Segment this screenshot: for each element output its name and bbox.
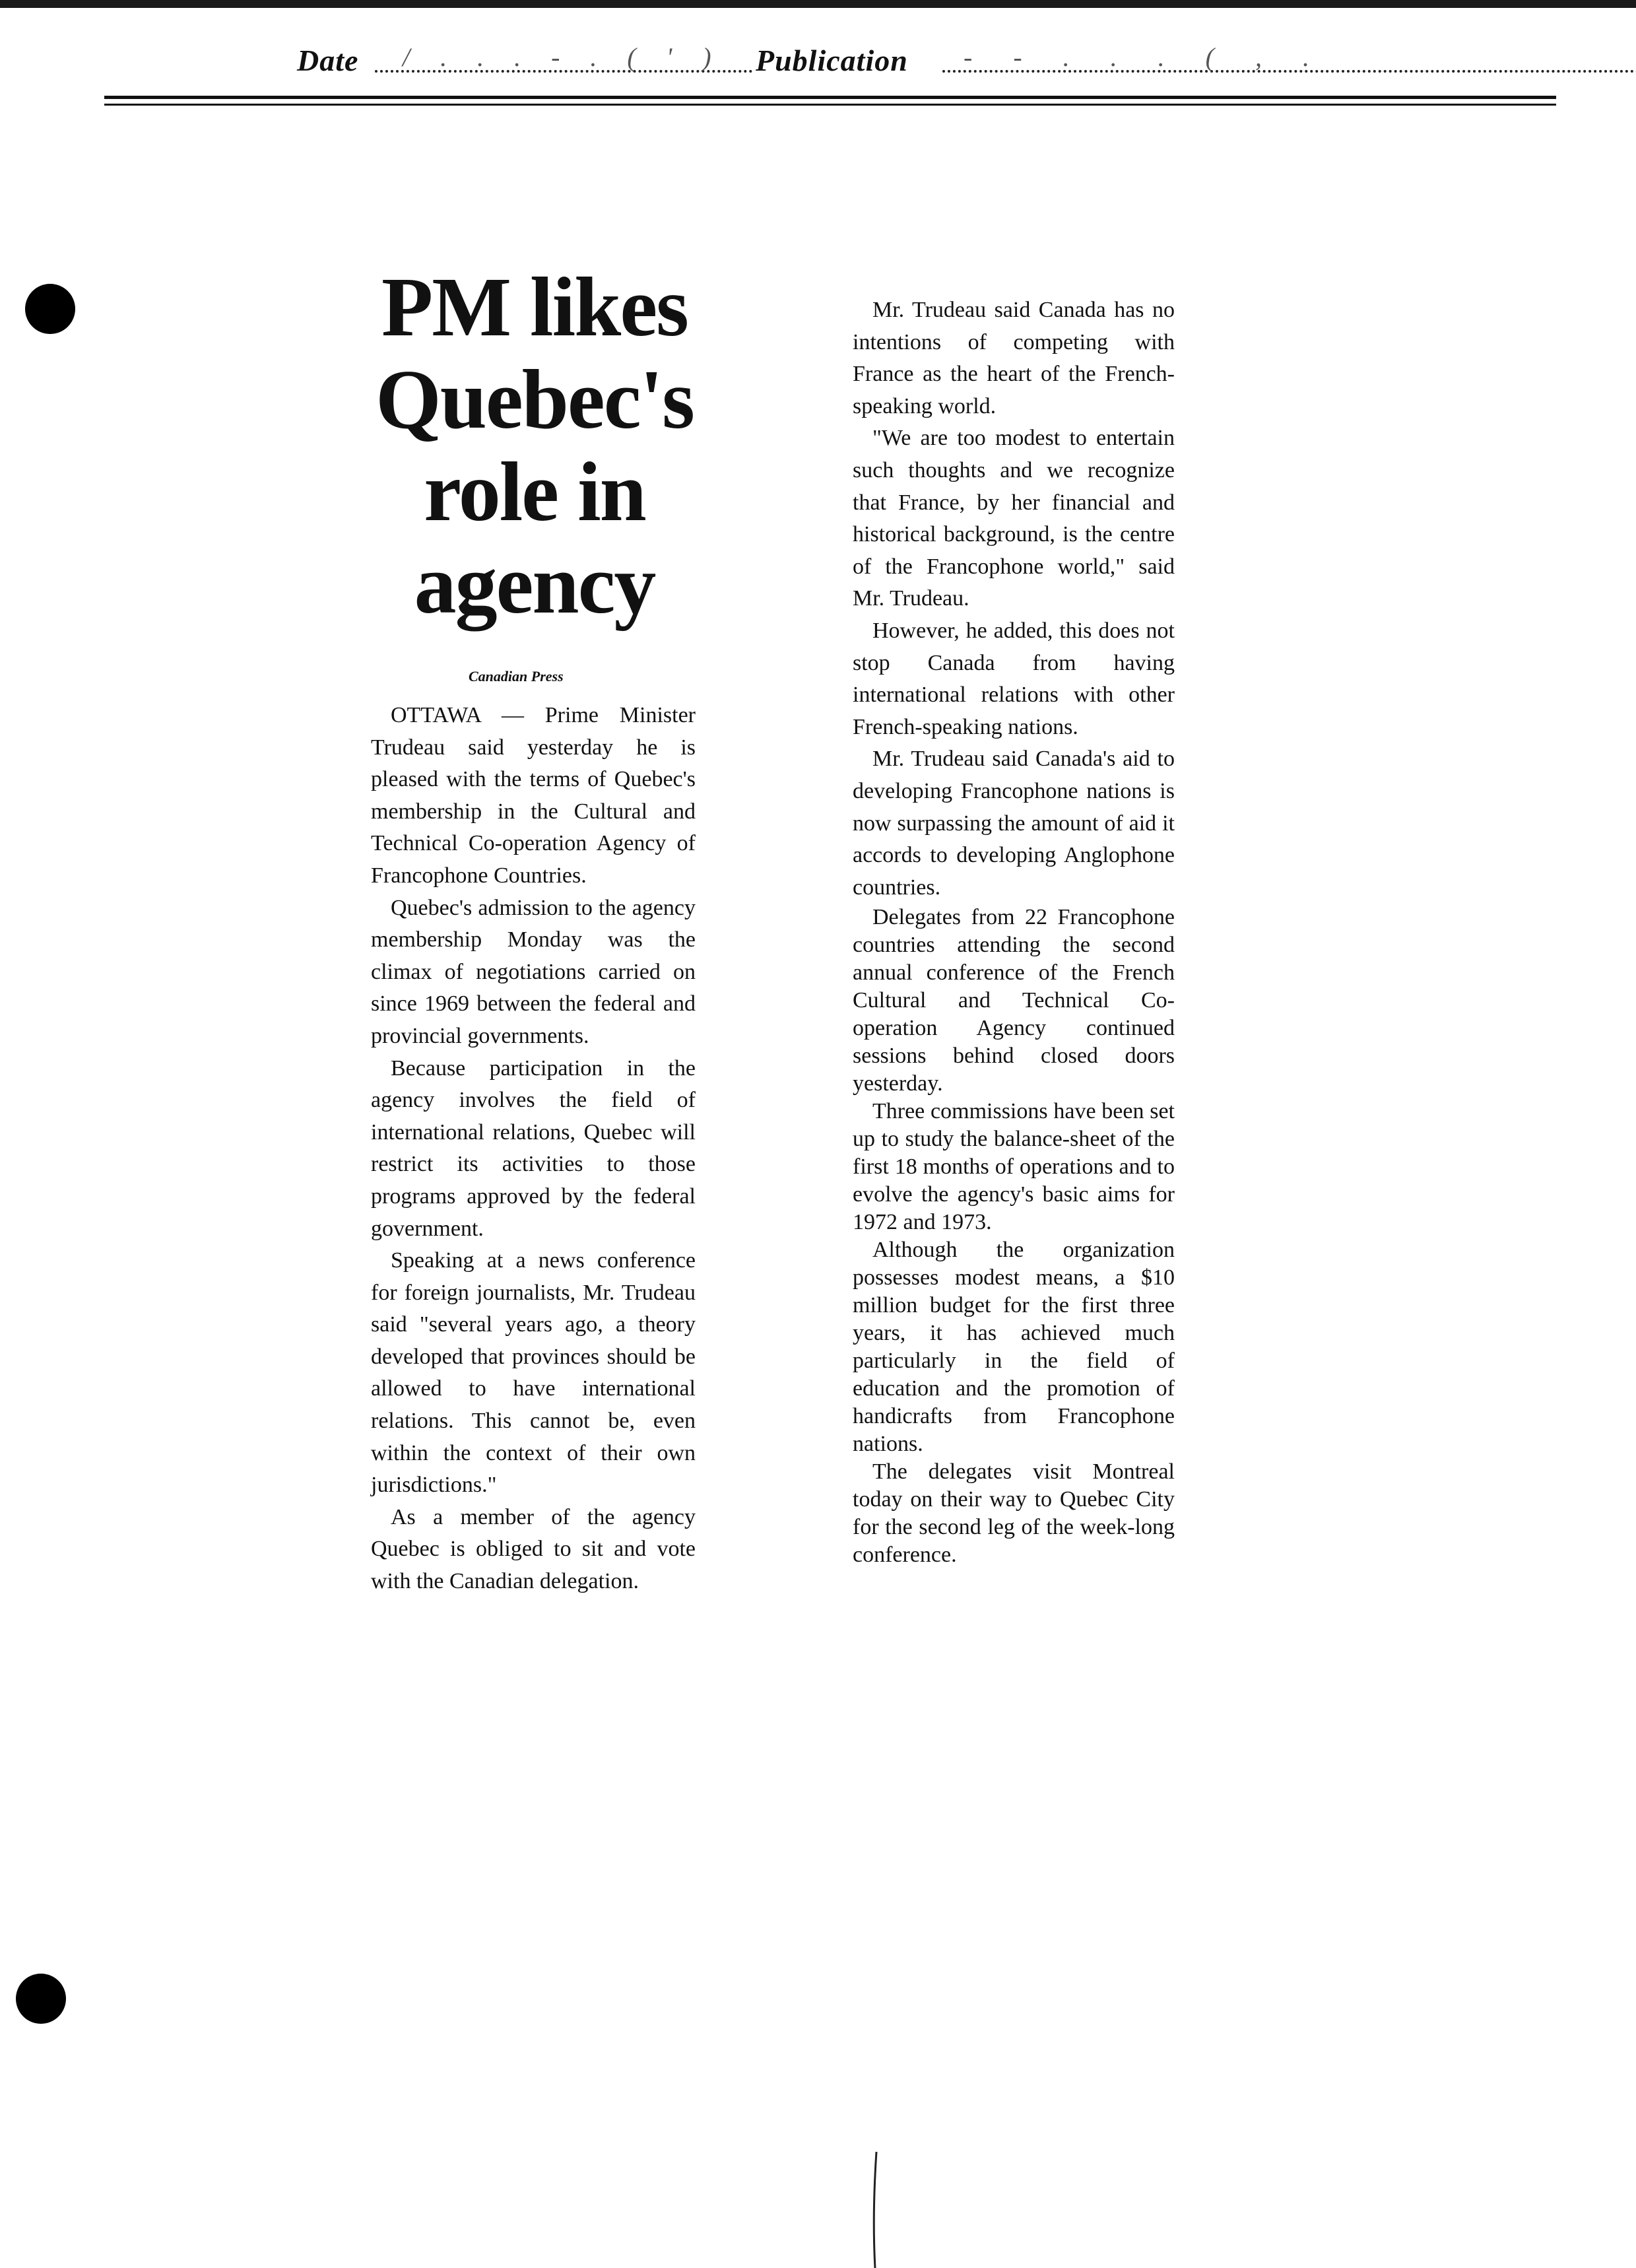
paragraph: Mr. Trudeau said Canada has no intentions of competing with France as the heart of the French-speaking world. bbox=[853, 298, 1175, 418]
punch-hole-bottom bbox=[16, 1974, 66, 2024]
scan-top-edge bbox=[0, 0, 1636, 8]
paragraph: The delegates visit Montreal today on their way to Quebec City for the second leg of the week-long conference. bbox=[853, 1459, 1175, 1568]
paragraph: Three commissions have been set up to study the balance-sheet of the first 18 months of operations and to evolve the agency's basic aims for 1972 and 1973. bbox=[853, 1099, 1175, 1235]
paragraph: "We are too modest to entertain such thoughts and we recognize that France, by her financial and historical background, is the centre of the Francophone world," said Mr. Trudeau. bbox=[853, 426, 1175, 611]
paragraph: However, he added, this does not stop Canada from having international relations with other French-speaking nations. bbox=[853, 618, 1175, 739]
punch-hole-top bbox=[25, 284, 75, 334]
date-handwritten-value: / . . . - . ( ' ) bbox=[403, 42, 723, 72]
pencil-margin-mark bbox=[872, 2152, 878, 2268]
paragraph: Because participation in the agency involves the field of international relations, Quebec will restrict its activities to those programs approved by the federal government. bbox=[371, 1055, 696, 1241]
paragraph: Delegates from 22 Francophone countries attending the second annual conference of the French Cultural and Technical Co-operation Agency continued sessions behind closed doors yesterday. bbox=[853, 905, 1175, 1096]
article-column-right bbox=[853, 294, 1175, 1569]
headline-line-1: PM likes bbox=[381, 260, 688, 354]
article-byline: Canadian Press bbox=[469, 668, 564, 684]
header-rule-thin bbox=[104, 104, 1556, 106]
paragraph: Although the organization possesses modest means, a $10 million budget for the first three years, it has achieved much particularly in the field of education and the promotion of handicrafts from Francophone nations. bbox=[853, 1238, 1175, 1457]
headline-line-4: agency bbox=[414, 537, 655, 631]
headline-line-2: Quebec's bbox=[376, 352, 694, 446]
header-rule-thick bbox=[104, 96, 1556, 99]
paragraph: As a member of the agency Quebec is obliged to sit and vote with the Canadian delegation. bbox=[371, 1504, 696, 1594]
article-column-left bbox=[371, 700, 696, 1598]
paragraph: Quebec's admission to the agency membership Monday was the climax of negotiations carried on since 1969 between the federal and provincial governments. bbox=[371, 895, 696, 1048]
paragraph: Mr. Trudeau said Canada's aid to developing Francophone nations is now surpassing the amount of aid it accords to developing Anglophone countries. bbox=[853, 747, 1175, 900]
article-headline bbox=[370, 261, 700, 630]
date-label: Date bbox=[297, 44, 359, 77]
publication-handwritten-value: - - . . . ( , . bbox=[964, 42, 1326, 72]
paragraph: Speaking at a news conference for foreign journalists, Mr. Trudeau said "several years ago, a theory developed that provinces should be allowed to have international relations. This cannot be, even within the context of their own jurisdictions." bbox=[371, 1248, 696, 1498]
clipping-header bbox=[106, 41, 1551, 87]
publication-label: Publication bbox=[756, 44, 908, 77]
headline-line-3: role in bbox=[424, 445, 645, 539]
paragraph: OTTAWA — Prime Minister Trudeau said yesterday he is pleased with the terms of Quebec's membership in the Cultural and Technical Co-operation Agency of Francophone Countries. bbox=[371, 703, 696, 888]
